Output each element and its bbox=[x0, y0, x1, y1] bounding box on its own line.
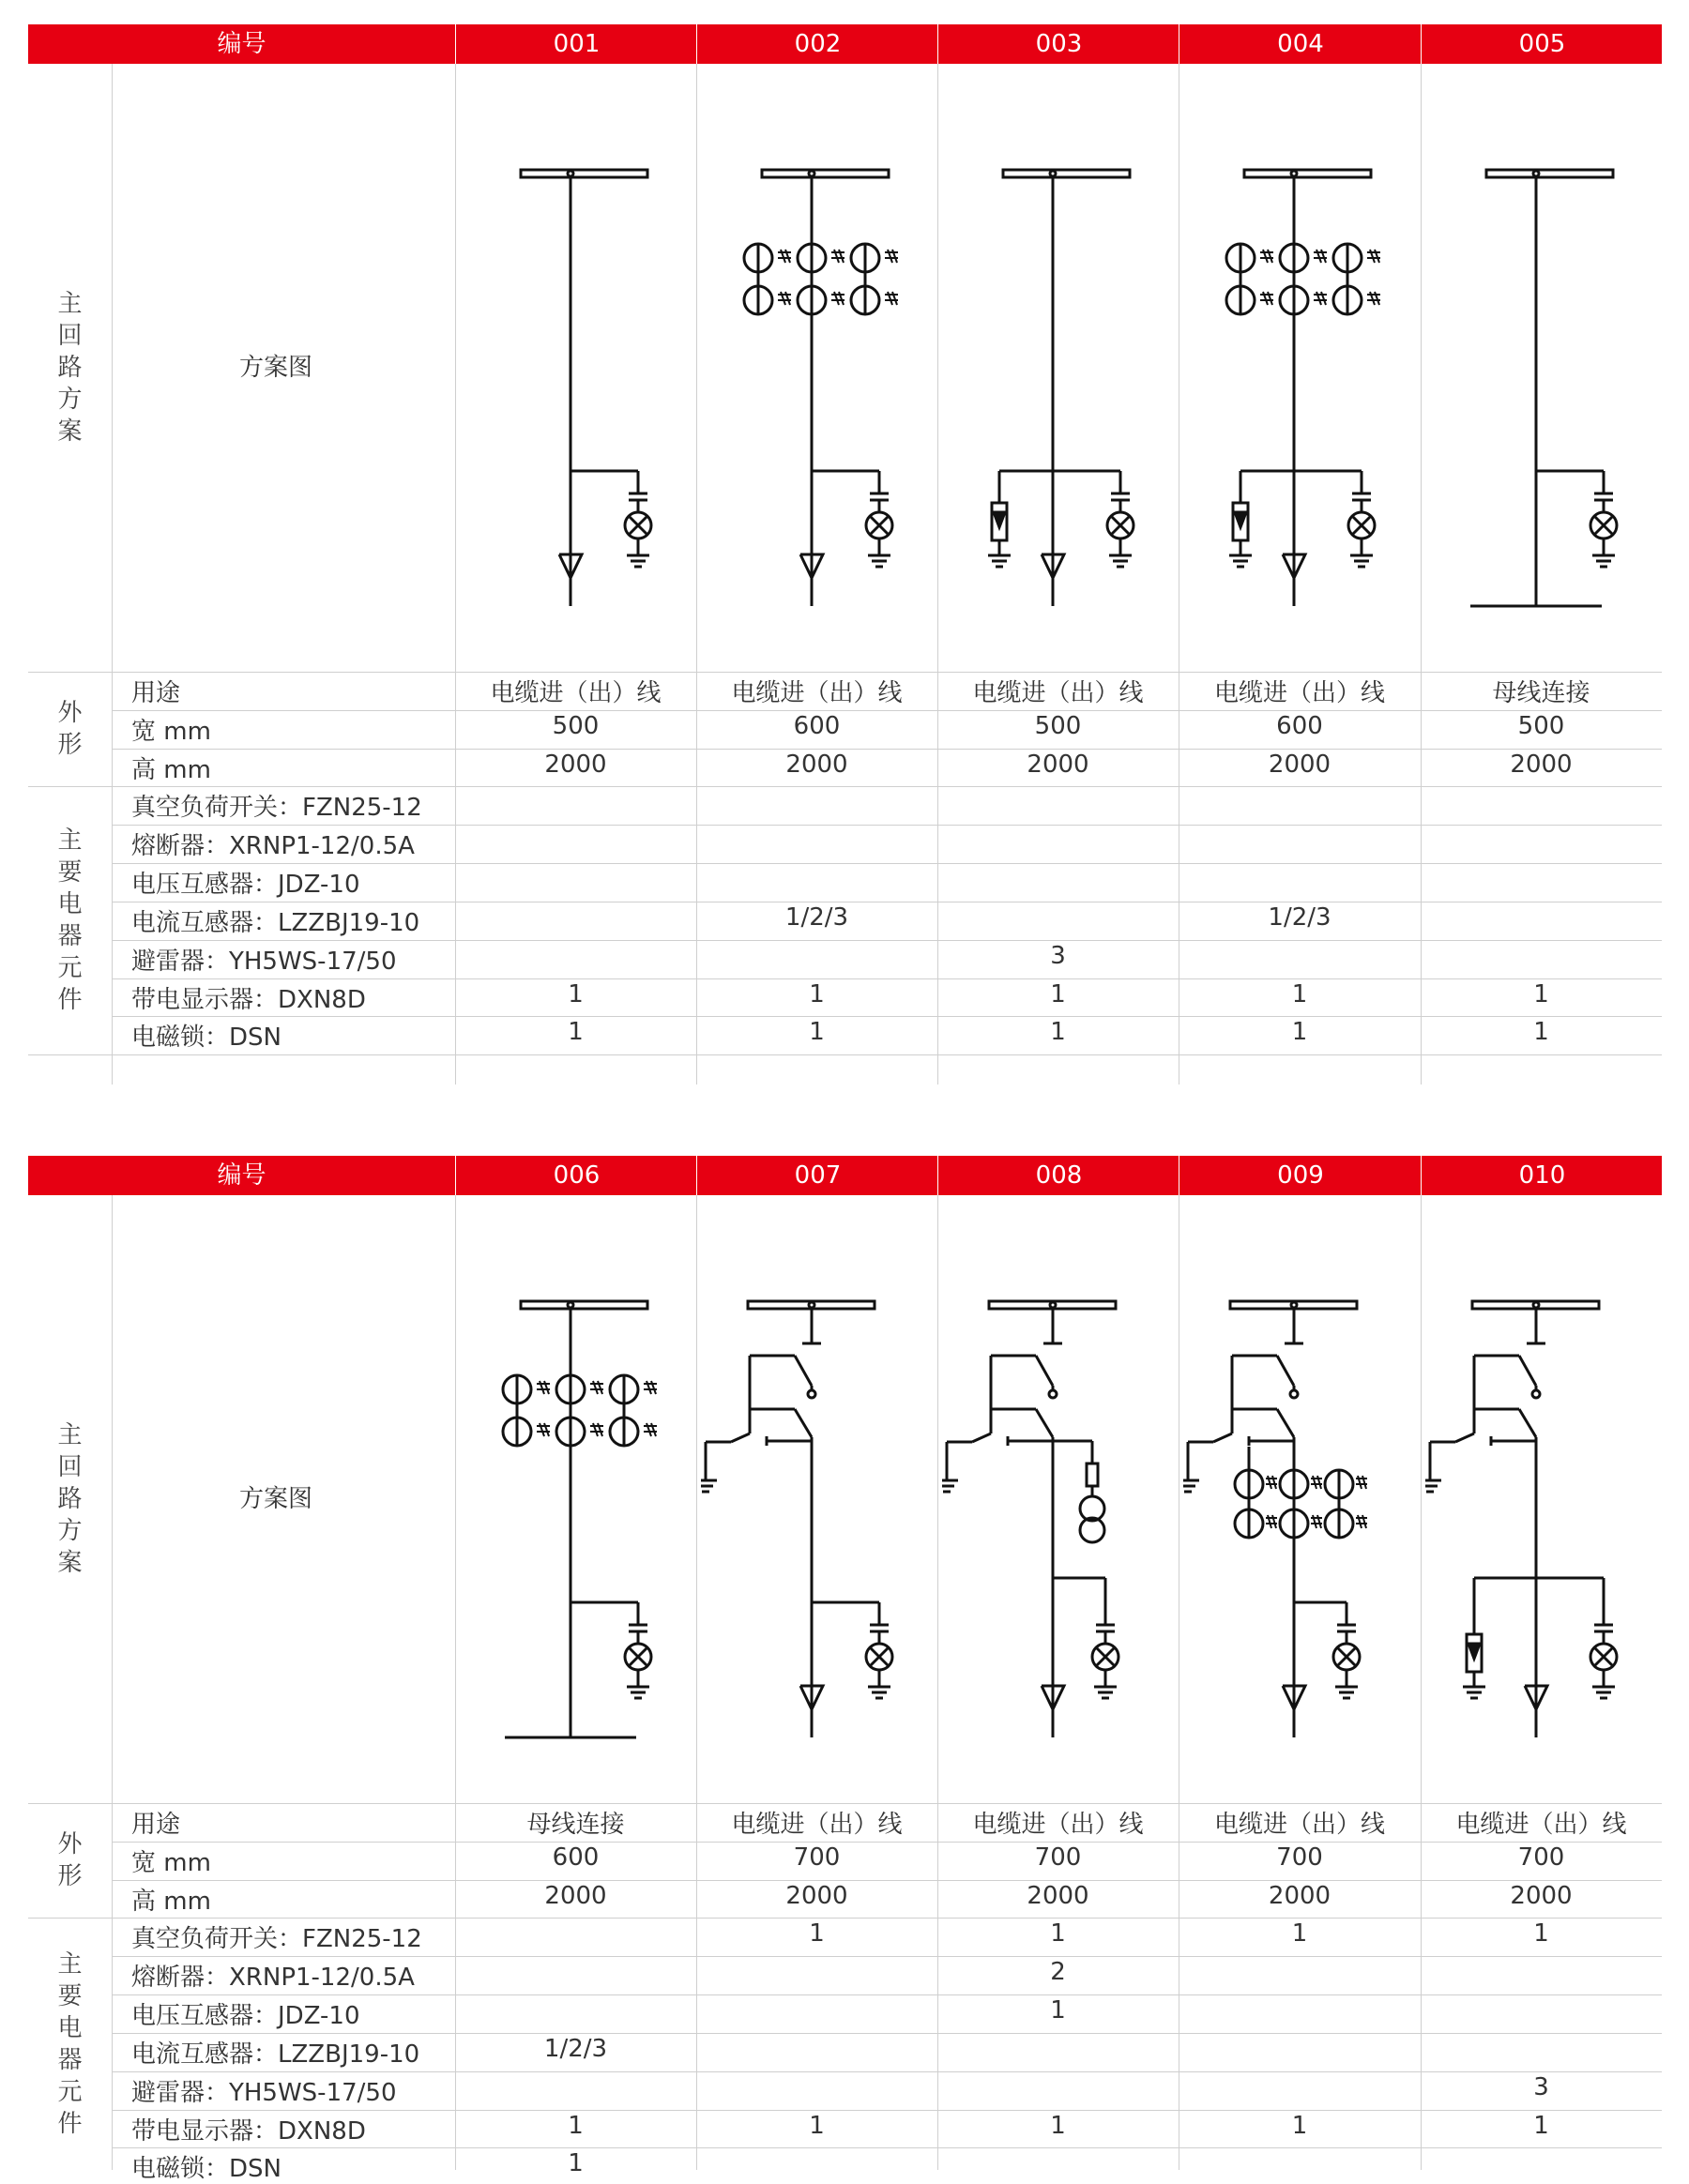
cell-value: 1 bbox=[568, 2149, 584, 2177]
group-appearance: 外形 bbox=[57, 1830, 83, 1890]
group-appearance: 外形 bbox=[57, 699, 83, 759]
cell-value: 1 bbox=[568, 980, 584, 1009]
table-header bbox=[28, 24, 1662, 64]
cell-value: 1/2/3 bbox=[1268, 903, 1331, 932]
cell-value: 600 bbox=[552, 1843, 600, 1872]
cell-value: 2000 bbox=[1268, 1882, 1331, 1910]
cell-value: 1/2/3 bbox=[543, 2035, 608, 2063]
scheme-diagram-010 bbox=[1425, 1259, 1660, 1784]
row-label: 带电显示器：DXN8D bbox=[131, 2117, 366, 2146]
scheme-diagram-004 bbox=[1183, 128, 1418, 653]
scheme-diagram-005 bbox=[1425, 128, 1660, 653]
row-label: 带电显示器：DXN8D bbox=[131, 986, 366, 1014]
row-label: 熔断器：XRNP1-12/0.5A bbox=[131, 1964, 415, 1992]
cell-value: 电缆进（出）线 bbox=[972, 679, 1144, 707]
cell-value: 500 bbox=[552, 712, 600, 740]
cell-value: 电缆进（出）线 bbox=[731, 1811, 903, 1839]
cell-value: 1 bbox=[809, 2112, 825, 2140]
cell-value: 电缆进（出）线 bbox=[972, 1811, 1144, 1839]
cell-value: 1 bbox=[809, 1919, 825, 1948]
group-components: 主要电器元件 bbox=[57, 1949, 83, 2138]
row-label: 宽 mm bbox=[131, 1849, 211, 1877]
row-label: 电磁锁：DSN bbox=[131, 1024, 282, 1052]
cell-value: 600 bbox=[793, 712, 841, 740]
scheme-id: 002 bbox=[696, 24, 938, 64]
scheme-id: 008 bbox=[937, 1156, 1179, 1195]
header-label: 编号 bbox=[217, 30, 266, 58]
scheme-id: 004 bbox=[1179, 24, 1422, 64]
scheme-id: 007 bbox=[696, 1156, 938, 1195]
cell-value: 1 bbox=[568, 2112, 584, 2140]
cell-value: 600 bbox=[1276, 712, 1323, 740]
cell-value: 700 bbox=[1276, 1843, 1323, 1872]
scheme-id: 005 bbox=[1421, 24, 1663, 64]
cell-value: 母线连接 bbox=[1492, 679, 1590, 707]
group-components: 主要电器元件 bbox=[57, 827, 83, 1014]
cell-value: 电缆进（出）线 bbox=[1455, 1811, 1627, 1839]
cell-value: 1 bbox=[1291, 980, 1308, 1009]
cell-value: 1 bbox=[1291, 2112, 1308, 2140]
row-label: 电磁锁：DSN bbox=[131, 2155, 282, 2183]
cell-value: 1 bbox=[1291, 1919, 1308, 1948]
cell-value: 电缆进（出）线 bbox=[731, 679, 903, 707]
row-label: 真空负荷开关：FZN25-12 bbox=[131, 794, 422, 822]
cell-value: 母线连接 bbox=[526, 1811, 625, 1839]
cell-value: 1 bbox=[1533, 2112, 1549, 2140]
cell-value: 1 bbox=[1291, 1018, 1308, 1046]
scheme-id: 010 bbox=[1421, 1156, 1663, 1195]
cell-value: 1 bbox=[1533, 1018, 1549, 1046]
row-label: 用途 bbox=[131, 679, 181, 707]
cell-value: 1 bbox=[809, 1018, 825, 1046]
cell-value: 1 bbox=[1050, 1018, 1066, 1046]
row-label: 电流互感器：LZZBJ19-10 bbox=[131, 909, 420, 937]
cell-value: 1 bbox=[1533, 980, 1549, 1009]
cell-value: 2 bbox=[1050, 1958, 1066, 1986]
row-label: 真空负荷开关：FZN25-12 bbox=[131, 1925, 422, 1953]
scheme-diagram-007 bbox=[701, 1259, 936, 1784]
cell-value: 1 bbox=[568, 1018, 584, 1046]
cell-value: 500 bbox=[1034, 712, 1082, 740]
table-header bbox=[28, 1156, 1662, 1195]
cell-value: 3 bbox=[1533, 2073, 1549, 2101]
cell-value: 1 bbox=[1050, 2112, 1066, 2140]
scheme-diagram-008 bbox=[942, 1259, 1177, 1784]
row-label: 避雷器：YH5WS-17/50 bbox=[131, 2079, 397, 2107]
cell-value: 700 bbox=[1034, 1843, 1082, 1872]
row-label: 电流互感器：LZZBJ19-10 bbox=[131, 2040, 420, 2069]
cell-value: 2000 bbox=[1027, 1882, 1089, 1910]
cell-value: 2000 bbox=[1510, 1882, 1573, 1910]
row-label: 避雷器：YH5WS-17/50 bbox=[131, 948, 397, 976]
cell-value: 1 bbox=[1050, 1996, 1066, 2025]
cell-value: 2000 bbox=[1027, 751, 1089, 779]
cell-value: 700 bbox=[1517, 1843, 1565, 1872]
cell-value: 700 bbox=[793, 1843, 841, 1872]
cell-value: 1 bbox=[1050, 1919, 1066, 1948]
scheme-diagram-003 bbox=[942, 128, 1177, 653]
group-main-circuit: 主回路方案 bbox=[57, 290, 83, 446]
cell-value: 500 bbox=[1517, 712, 1565, 740]
scheme-id: 003 bbox=[937, 24, 1179, 64]
scheme-label: 方案图 bbox=[239, 1485, 313, 1513]
row-label: 电压互感器：JDZ-10 bbox=[131, 2002, 360, 2030]
cell-value: 1 bbox=[1533, 1919, 1549, 1948]
scheme-diagram-002 bbox=[701, 128, 936, 653]
group-main-circuit: 主回路方案 bbox=[57, 1421, 83, 1577]
row-label: 用途 bbox=[131, 1811, 181, 1839]
scheme-id: 001 bbox=[455, 24, 697, 64]
cell-value: 2000 bbox=[785, 751, 848, 779]
cell-value: 2000 bbox=[544, 751, 607, 779]
cell-value: 1/2/3 bbox=[784, 903, 849, 932]
row-label: 高 mm bbox=[131, 756, 211, 784]
row-label: 熔断器：XRNP1-12/0.5A bbox=[131, 832, 415, 860]
scheme-label: 方案图 bbox=[239, 354, 313, 382]
cell-value: 2000 bbox=[1510, 751, 1573, 779]
cell-value: 2000 bbox=[1268, 751, 1331, 779]
cell-value: 电缆进（出）线 bbox=[1213, 1811, 1385, 1839]
cell-value: 1 bbox=[1050, 980, 1066, 1009]
cell-value: 3 bbox=[1050, 942, 1066, 970]
row-label: 高 mm bbox=[131, 1888, 211, 1916]
scheme-diagram-009 bbox=[1183, 1259, 1418, 1784]
cell-value: 2000 bbox=[785, 1882, 848, 1910]
cell-value: 2000 bbox=[544, 1882, 607, 1910]
scheme-id: 006 bbox=[455, 1156, 697, 1195]
cell-value: 电缆进（出）线 bbox=[1213, 679, 1385, 707]
cell-value: 电缆进（出）线 bbox=[490, 679, 662, 707]
scheme-id: 009 bbox=[1179, 1156, 1422, 1195]
header-label: 编号 bbox=[217, 1161, 266, 1190]
cell-value: 1 bbox=[809, 980, 825, 1009]
scheme-diagram-006 bbox=[460, 1259, 694, 1784]
row-label: 电压互感器：JDZ-10 bbox=[131, 871, 360, 899]
row-label: 宽 mm bbox=[131, 718, 211, 746]
scheme-diagram-001 bbox=[460, 128, 694, 653]
